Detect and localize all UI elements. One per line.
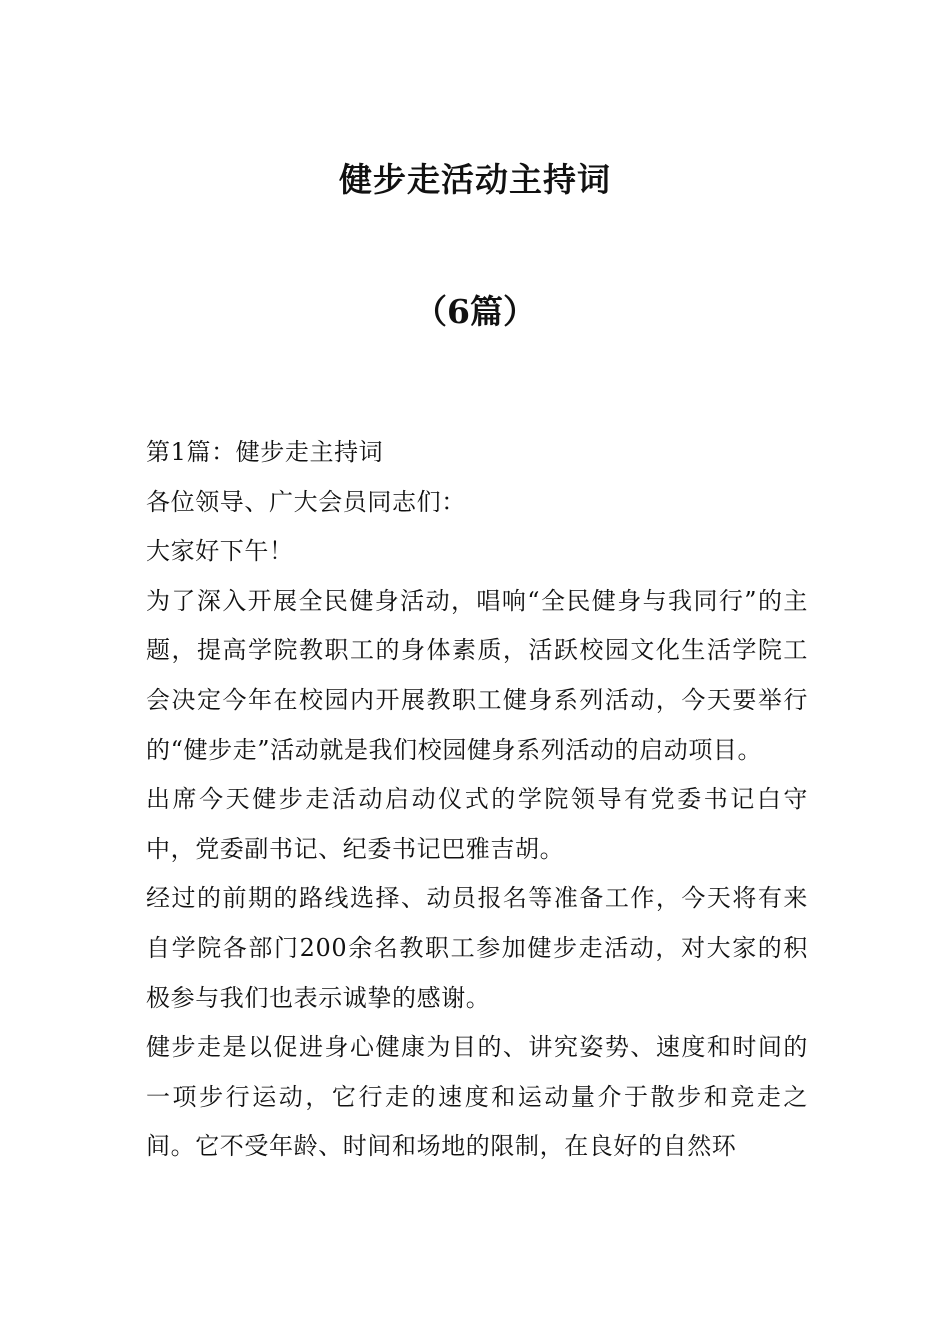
document-title: 健步走活动主持词 (339, 160, 611, 199)
greeting: 大家好下午！ (146, 537, 294, 566)
paragraph: 为了深入开展全民健身活动，唱响“全民健身与我同行”的主题，提高学院教职工的身体素质，活跃校园文化生活学院工会决定今年在校园内开展教职工健身系列活动，今天要举行的“健步走”活动就是我们校园健身系列活动的启动项目。 (146, 586, 808, 764)
paragraph: 经过的前期的路线选择、动员报名等准备工作，今天将有来自学院各部门200余名教职工参加健步走活动，对大家的积极参与我们也表示诚挚的感谢。 (146, 884, 808, 1012)
paragraph: 健步走是以促进身心健康为目的、讲究姿势、速度和时间的一项步行运动，它行走的速度和运动量介于散步和竞走之间。它不受年龄、时间和场地的限制，在良好的自然环 (146, 1033, 808, 1161)
document-subtitle: （6篇） (414, 292, 536, 331)
section-heading: 第1篇：健步走主持词 (146, 438, 384, 466)
salutation: 各位领导、广大会员同志们： (146, 487, 466, 516)
paragraph: 出席今天健步走活动启动仪式的学院领导有党委书记白守中，党委副书记、纪委书记巴雅吉胡。 (146, 785, 808, 863)
document-body (146, 428, 808, 1172)
